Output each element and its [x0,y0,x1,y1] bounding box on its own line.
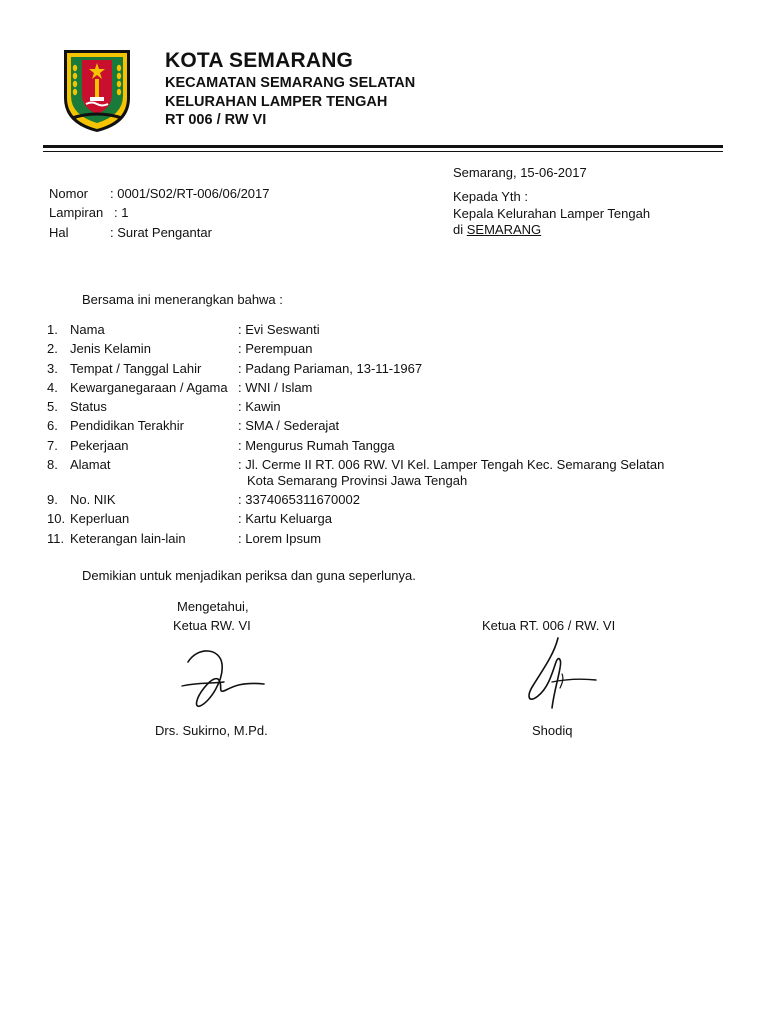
field-number: 5. [47,399,58,414]
meta-label-nomor: Nomor [49,186,89,201]
field-label-nik: No. NIK [70,492,116,507]
field-number: 4. [47,380,58,395]
sign-left-role: Ketua RW. VI [173,618,251,633]
recipient-location [453,222,541,237]
field-value-pekerjaan: : Mengurus Rumah Tangga [238,438,395,453]
meta-value-hal: : Surat Pengantar [110,225,212,240]
header-divider-thin [43,151,723,152]
field-value-nik: : 3374065311670002 [238,492,360,507]
field-number: 6. [47,418,58,433]
field-value-keterangan: : Lorem Ipsum [238,531,322,546]
intro-text: Bersama ini menerangkan bahwa : [82,292,283,307]
field-number: 8. [47,457,58,472]
recipient-salutation: Kepada Yth : [453,189,528,204]
field-number: 11. [47,531,65,546]
field-number: 1. [47,322,58,337]
field-value-keperluan: : Kartu Keluarga [238,511,332,526]
field-number: 7. [47,438,58,453]
field-value-jenis-kelamin: : Perempuan [238,341,313,356]
header-kelurahan: KELURAHAN LAMPER TENGAH [165,94,388,110]
field-label-jenis-kelamin: Jenis Kelamin [70,341,151,356]
field-label-nama: Nama [70,322,105,337]
sign-right-role: Ketua RT. 006 / RW. VI [482,618,616,633]
sign-left-name: Drs. Sukirno, M.Pd. [155,723,268,738]
field-label-keterangan: Keterangan lain-lain [70,531,186,546]
field-value-kewarganegaraan: : WNI / Islam [238,380,313,395]
recipient-prefix: di [453,222,467,237]
header-divider-thick [43,145,723,148]
field-number: 3. [47,361,58,376]
field-value-status: : Kawin [238,399,281,414]
header-rt-rw: RT 006 / RW VI [165,112,267,128]
meta-value-nomor: : 0001/S02/RT-006/06/2017 [110,186,270,201]
sign-right-name: Shodiq [532,723,573,738]
signature-left-icon [180,642,280,712]
recipient-name: Kepala Kelurahan Lamper Tengah [453,206,651,221]
field-value-alamat: : Jl. Cerme II RT. 006 RW. VI Kel. Lamper Tengah Kec. Semarang Selatan [238,457,665,472]
field-value-ttl: : Padang Pariaman, 13-11-1967 [238,361,423,376]
header-kecamatan: KECAMATAN SEMARANG SELATAN [165,75,416,91]
field-label-kewarganegaraan: Kewarganegaraan / Agama [70,380,228,395]
field-label-alamat: Alamat [70,457,111,472]
field-value-alamat-line2: Kota Semarang Provinsi Jawa Tengah [247,473,468,488]
closing-text: Demikian untuk menjadikan periksa dan guna seperlunya. [82,568,416,583]
field-value-nama: : Evi Seswanti [238,322,320,337]
field-value-pendidikan: : SMA / Sederajat [238,418,340,433]
meta-label-hal: Hal [49,225,69,240]
header-title: KOTA SEMARANG [165,49,354,72]
signature-right-icon [518,634,608,714]
field-number: 10. [47,511,66,526]
meta-value-lampiran: : 1 [114,205,129,220]
sign-left-note: Mengetahui, [177,599,249,614]
field-number: 2. [47,341,58,356]
field-label-pekerjaan: Pekerjaan [70,438,129,453]
recipient-place: SEMARANG [466,222,542,237]
field-label-keperluan: Keperluan [70,511,130,526]
field-label-ttl: Tempat / Tanggal Lahir [70,361,202,376]
letter-date: Semarang, 15-06-2017 [453,165,587,180]
field-number: 9. [47,492,58,507]
kota-semarang-emblem-icon [62,48,132,134]
field-label-pendidikan: Pendidikan Terakhir [70,418,184,433]
field-label-status: Status [70,399,107,414]
meta-label-lampiran: Lampiran [49,205,104,220]
